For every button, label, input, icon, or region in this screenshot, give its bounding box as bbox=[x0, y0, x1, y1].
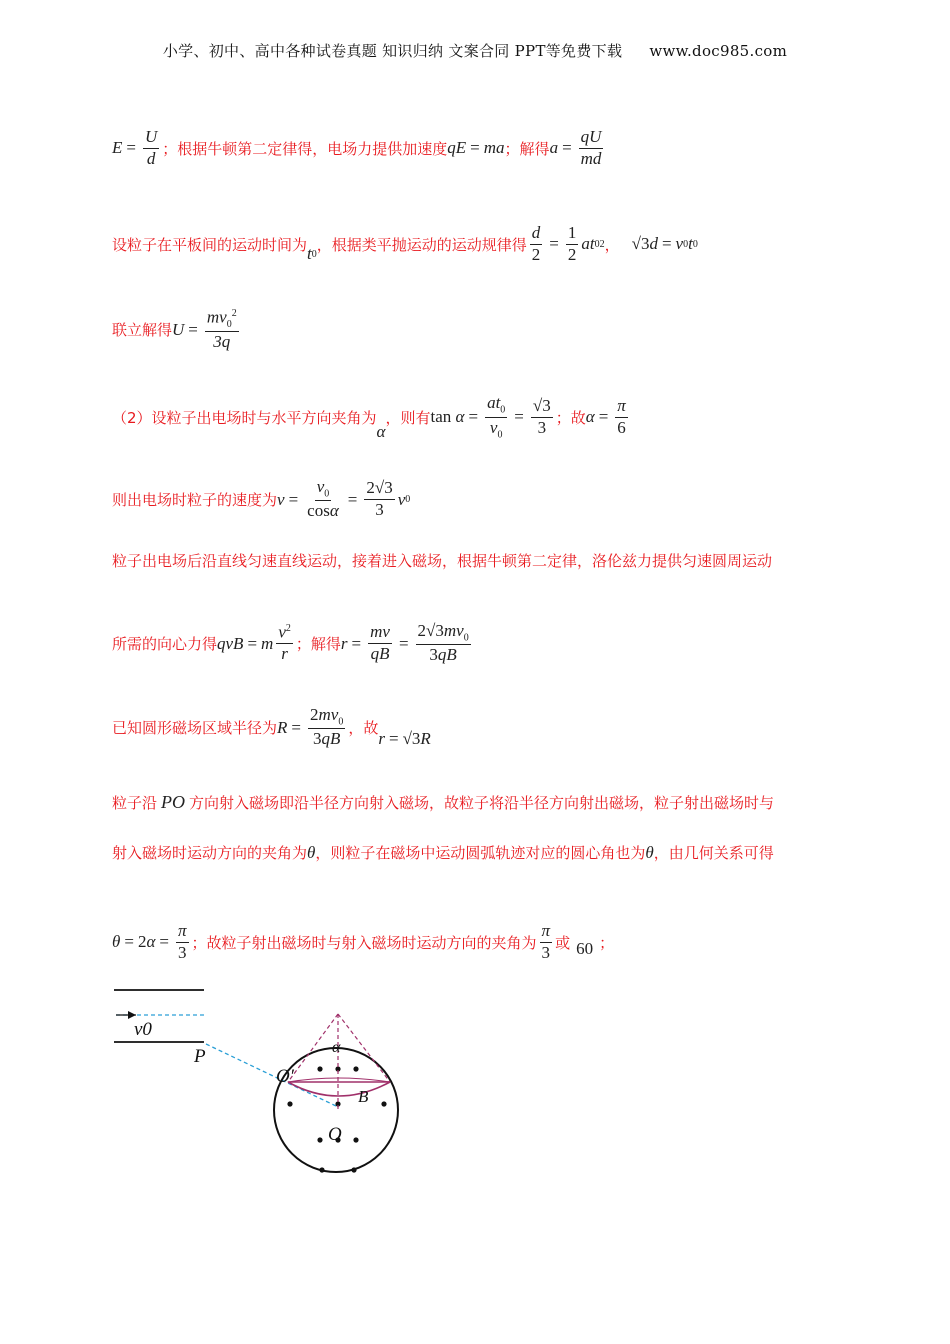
line1-text-1: ；根据牛顿第二定律得，电场力提供加速度 bbox=[162, 139, 448, 158]
solution-line-1 bbox=[112, 128, 870, 168]
page-header bbox=[0, 40, 950, 61]
line2-text-3: ， bbox=[604, 235, 620, 254]
line11-text-4: ； bbox=[599, 933, 615, 952]
formula-tan-alpha: tan α = $\frac{at_0}{v_0}$ = $\frac{√3}{3}$ bbox=[430, 393, 551, 440]
symbol-t0: t 0 bbox=[307, 244, 317, 264]
label-B: B bbox=[358, 1087, 369, 1106]
line7-text-2: ；解得 bbox=[295, 635, 341, 654]
solution-line-6 bbox=[112, 550, 870, 571]
label-alpha: α bbox=[332, 1039, 341, 1056]
solution-line-7 bbox=[112, 622, 870, 665]
exit-trajectory bbox=[206, 1044, 336, 1106]
formula-vertical-motion: $\frac{d}{2}$ = $\frac{1}{2}$ at 0 2 bbox=[531, 223, 605, 264]
solution-line-5 bbox=[112, 478, 870, 521]
line4-text-2: ，则有 bbox=[385, 408, 431, 427]
label-O: O bbox=[328, 1124, 342, 1145]
line1-text-2: ；解得 bbox=[504, 139, 550, 158]
line9-text-2: 方向射入磁场即沿半径方向射入磁场，故粒子将沿半径方向射出磁场，粒子射出磁场时与 bbox=[189, 794, 775, 812]
formula-acceleration: a = $\frac{qU}{md}$ bbox=[549, 127, 602, 168]
solution-line-11 bbox=[112, 922, 870, 962]
line3-text-1: 联立解得 bbox=[112, 321, 173, 340]
symbol-po: PO bbox=[161, 792, 186, 812]
solution-line-9 bbox=[112, 792, 870, 813]
formula-angle-answer: $\frac{\pi}{3}$ bbox=[541, 921, 551, 962]
line4-text-3: ；故 bbox=[555, 408, 586, 427]
line10-text-1: 射入磁场时运动方向的夹角为 bbox=[112, 844, 308, 862]
line4-text-1: （2）设粒子出电场时与水平方向夹角为 bbox=[112, 408, 377, 427]
solution-line-8 bbox=[112, 706, 870, 749]
angle-degrees: 60 bbox=[576, 939, 594, 959]
label-v0: v0 bbox=[134, 1019, 152, 1040]
formula-velocity: v = $\frac{v_0}{\cos\alpha}$ = $\frac{2√3}{3}$ v 0 bbox=[277, 477, 411, 521]
line8-text-2: ，故 bbox=[348, 719, 379, 738]
line6-text-1: 粒子出电场后沿直线匀速直线运动，接着进入磁场，根据牛顿第二定律，洛伦兹力提供匀速圆周运动 bbox=[112, 552, 773, 570]
solution-line-10 bbox=[112, 842, 870, 863]
formula-newton: qE = ma bbox=[447, 138, 505, 158]
line7-text-1: 所需的向心力得 bbox=[112, 635, 218, 654]
formula-centripetal: qvB = m $\frac{v^2}{r}$ bbox=[217, 622, 291, 664]
solution-line-2 bbox=[112, 224, 870, 264]
line11-text-2: 或 bbox=[555, 933, 571, 952]
line8-text-1: 已知圆形磁场区域半径为 bbox=[112, 719, 278, 738]
formula-radius: r = $\frac{mv}{qB}$ = $\frac{2√3mv_0}{3qB}$ bbox=[340, 621, 469, 665]
line11-text-1: ；故粒子射出磁场时与射入磁场时运动方向的夹角为 bbox=[191, 933, 537, 952]
symbol-theta-1: θ bbox=[307, 842, 316, 862]
header-url: www.doc985.com bbox=[649, 42, 788, 60]
label-P: P bbox=[194, 1046, 206, 1067]
arc-trajectory bbox=[288, 1082, 390, 1096]
symbol-alpha: α bbox=[376, 422, 386, 441]
line2-text-2: ，根据类平抛运动的运动规律得 bbox=[316, 235, 527, 254]
velocity-arrowhead bbox=[128, 1011, 136, 1019]
symbol-theta-2: θ bbox=[645, 842, 654, 862]
magnetic-field-diagram bbox=[108, 982, 428, 1182]
formula-alpha-value: α = $\frac{\pi}{6}$ bbox=[585, 395, 626, 437]
line9-text-1: 粒子沿 bbox=[112, 794, 158, 812]
line5-text-1: 则出电场时粒子的速度为 bbox=[112, 491, 278, 510]
line10-text-2: ，则粒子在磁场中运动圆弧轨迹对应的圆心角也为 bbox=[315, 844, 646, 862]
line2-text-1: 设粒子在平板间的运动时间为 bbox=[112, 235, 308, 254]
formula-e-field: E = $\frac{U}{d}$ bbox=[112, 127, 158, 168]
label-O-prime: O′ bbox=[276, 1066, 294, 1087]
formula-horizontal-motion: √3 d = v 0 t 0 bbox=[631, 234, 698, 254]
formula-r-relation: r = √3 R bbox=[378, 728, 431, 748]
formula-field-radius: R = $\frac{2mv_0}{3qB}$ bbox=[277, 705, 344, 749]
solution-line-4 bbox=[112, 392, 870, 442]
header-text: 小学、初中、高中各种试卷真题 知识归纳 文案合同 PPT等免费下载 bbox=[162, 42, 623, 60]
formula-theta: θ = 2 α = $\frac{\pi}{3}$ bbox=[112, 921, 187, 962]
line10-text-3: ，由几何关系可得 bbox=[653, 844, 774, 862]
solution-line-3 bbox=[112, 308, 870, 352]
formula-voltage: U = $\frac{mv_0^2}{3q}$ bbox=[172, 307, 237, 352]
